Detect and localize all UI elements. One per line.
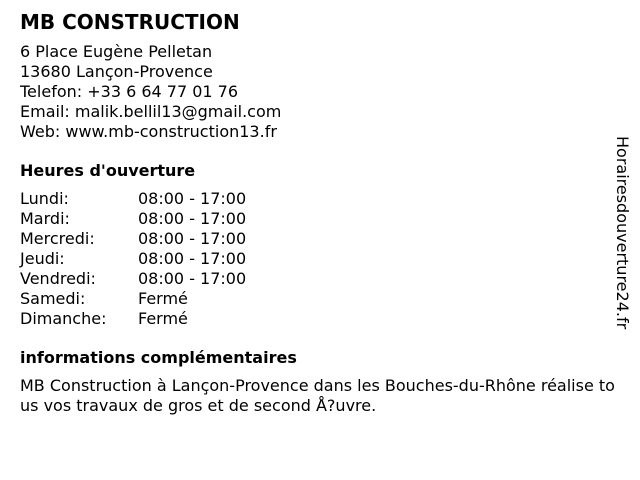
watermark-text: Horairesdouverture24.fr — [613, 136, 632, 330]
email-line: Email: malik.bellil13@gmail.com — [20, 102, 282, 121]
hours-table — [20, 189, 620, 329]
day-hours: 08:00 - 17:00 — [138, 189, 247, 208]
address-line-2: 13680 Lançon-Provence — [20, 62, 213, 81]
hours-heading: Heures d'ouverture — [20, 161, 196, 180]
info-text: MB Construction à Lançon-Provence dans les Bouches-du-Rhône réalise tous vos travaux de gros et de second Å?uvre. — [20, 376, 615, 415]
day-hours: 08:00 - 17:00 — [138, 229, 247, 248]
company-name: MB CONSTRUCTION — [20, 10, 240, 34]
day-label: Lundi: — [20, 189, 69, 208]
day-label: Dimanche: — [20, 309, 107, 328]
day-label: Mardi: — [20, 209, 70, 228]
day-hours: 08:00 - 17:00 — [138, 269, 247, 288]
day-label: Vendredi: — [20, 269, 96, 288]
address-line-1: 6 Place Eugène Pelletan — [20, 42, 213, 61]
day-hours: Fermé — [138, 289, 188, 308]
day-label: Samedi: — [20, 289, 86, 308]
day-label: Mercredi: — [20, 229, 95, 248]
info-heading: informations complémentaires — [20, 348, 297, 367]
day-hours: 08:00 - 17:00 — [138, 249, 247, 268]
phone-line: Telefon: +33 6 64 77 01 76 — [20, 82, 239, 101]
day-label: Jeudi: — [20, 249, 65, 268]
day-hours: 08:00 - 17:00 — [138, 209, 247, 228]
web-line: Web: www.mb-construction13.fr — [20, 122, 277, 141]
day-hours: Fermé — [138, 309, 188, 328]
business-card — [20, 10, 620, 416]
